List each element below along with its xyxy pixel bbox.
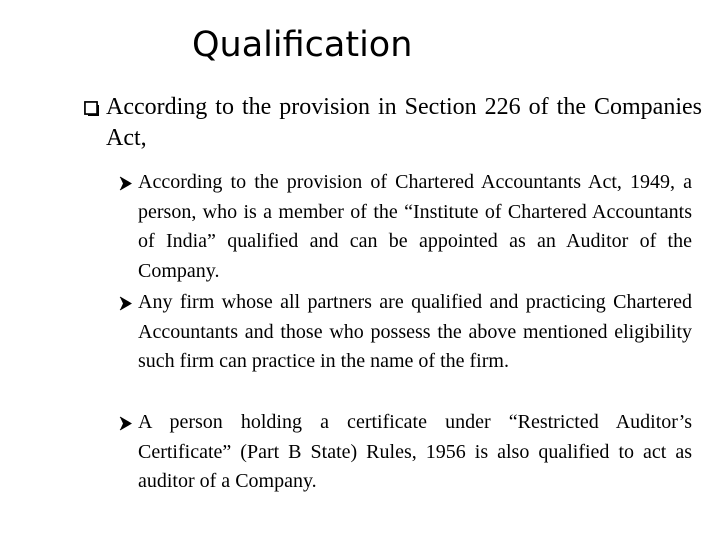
main-bullet-point: [84, 92, 702, 154]
arrow-bullet-icon: [118, 296, 132, 311]
sub-bullet-text: Any firm whose all partners are qualified and practicing Chartered Accountants and those who possess the above mentioned eligibility such firm can practice in the name of the firm.: [138, 291, 692, 372]
arrow-bullet-icon: [118, 176, 132, 191]
page-title: Qualification: [192, 25, 413, 65]
checkbox-bullet-icon: [84, 101, 100, 117]
sub-bullet-point: [118, 408, 692, 497]
sub-bullet-text: According to the provision of Chartered Accountants Act, 1949, a person, who is a member of the “Institute of Chartered Accountants of India” qualified and can be appointed as an Auditor of the Company.: [138, 171, 692, 282]
sub-bullet-point: [118, 288, 692, 377]
arrow-bullet-icon: [118, 416, 132, 431]
main-bullet-text: According to the provision in Section 226 of the Companies Act,: [106, 94, 702, 151]
sub-bullet-point: [118, 168, 692, 286]
sub-bullet-text: A person holding a certificate under “Restricted Auditor’s Certificate” (Part B State) Rules, 1956 is also qualified to act as auditor of a Company.: [138, 411, 692, 492]
